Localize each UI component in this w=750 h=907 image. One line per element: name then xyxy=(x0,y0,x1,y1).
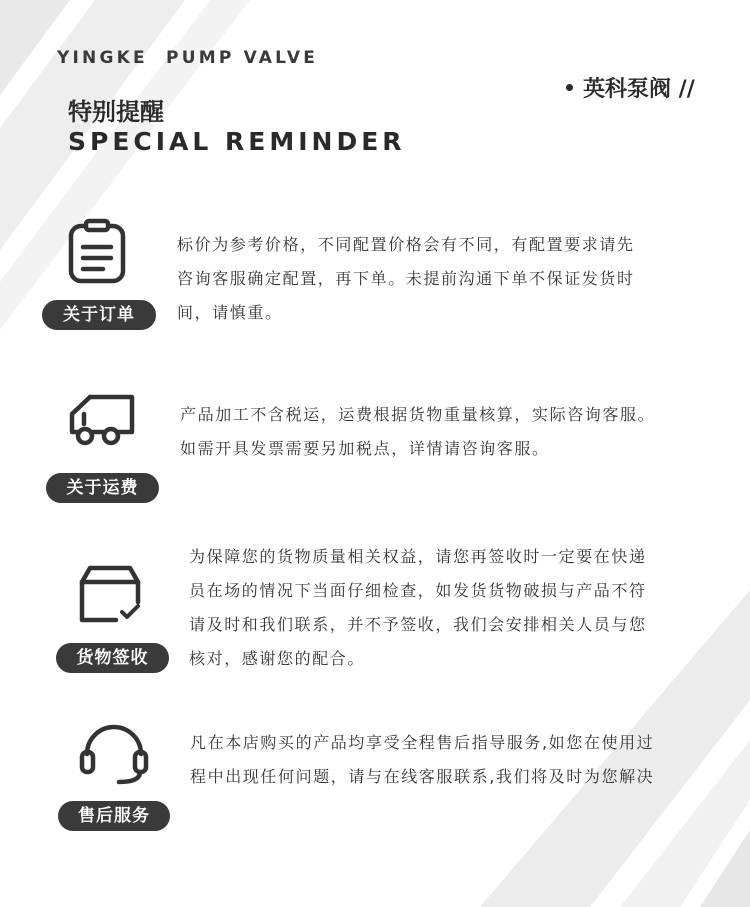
section-order-text xyxy=(177,228,635,330)
section-after-sales-line: 凡在本店购买的产品均享受全程售后指导服务,如您在使用过 xyxy=(190,733,655,752)
headset-icon xyxy=(79,720,149,786)
section-shipping-line: 产品加工不含税运，运费根据货物重量核算，实际咨询客服。 xyxy=(180,405,656,424)
section-receipt-text xyxy=(189,540,647,676)
truck-icon xyxy=(68,392,138,450)
brand-english: YINGKE PUMP VALVE xyxy=(57,48,319,68)
clipboard-icon xyxy=(68,218,128,286)
section-after-sales-text xyxy=(190,726,654,794)
section-order-line: 标价为参考价格，不同配置价格会有不同，有配置要求请先 xyxy=(177,235,635,254)
section-order-line: 咨询客服确定配置，再下单。未提前沟通下单不保证发货时 xyxy=(177,269,635,288)
section-after-sales-line: 程中出现任何问题，请与在线客服联系,我们将及时为您解决 xyxy=(190,767,655,786)
page-title-english: SPECIAL REMINDER xyxy=(68,127,406,156)
badge-shipping: 关于运费 xyxy=(46,473,159,503)
package-check-icon xyxy=(78,564,144,626)
section-receipt-line: 为保障您的货物质量相关权益，请您再签收时一定要在快递 xyxy=(189,547,647,566)
section-receipt-line: 核对，感谢您的配合。 xyxy=(189,649,366,668)
section-receipt-line: 请及时和我们联系，并不予签收，我们会安排相关人员与您 xyxy=(189,615,647,634)
section-shipping-line: 如需开具发票需要另加税点，详情请咨询客服。 xyxy=(180,439,550,458)
brand-chinese-text: 英科泵阀 // xyxy=(583,77,695,102)
bullet-dot-icon xyxy=(566,84,573,91)
section-order-line: 间，请慎重。 xyxy=(177,303,283,322)
page-title-chinese: 特别提醒 xyxy=(68,98,164,126)
badge-order: 关于订单 xyxy=(42,300,156,330)
brand-chinese xyxy=(566,72,695,103)
badge-receipt: 货物签收 xyxy=(56,643,169,673)
badge-after-sales: 售后服务 xyxy=(58,801,170,831)
section-shipping-text xyxy=(180,398,655,466)
section-receipt-line: 员在场的情况下当面仔细检查，如发货货物破损与产品不符 xyxy=(189,581,647,600)
